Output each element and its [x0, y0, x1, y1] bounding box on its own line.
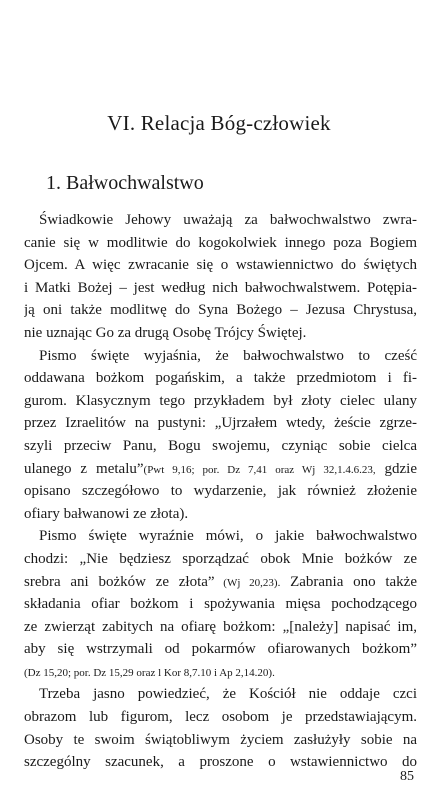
body-text [24, 209, 417, 774]
page-number: 85 [400, 769, 414, 784]
line-text: Zabrania ono także [280, 573, 417, 590]
line-text: Ojcem. A więc zwracanie się o wstawiennictwo do świętych [24, 257, 417, 274]
text-line [24, 593, 417, 616]
text-line [24, 525, 417, 548]
line-text: oddawana bożkom pogańskim, a także przedmiotom i fi- [24, 370, 417, 387]
line-text: nie uznając Go za drugą Osobę Trójcy Świętej. [24, 324, 307, 341]
citation: (Pwt 9,16; por. Dz 7,41 oraz Wj 32,1.4.6.23, [143, 463, 376, 476]
text-line [24, 548, 417, 571]
line-text: szczególny szacunek, a proszone o wstawiennictwo do [24, 754, 417, 771]
line-text: i Matki Bożej – jest według nich bałwochwalstwem. Potępia- [24, 279, 417, 296]
citation: (Wj 20,23). [214, 576, 281, 589]
text-line [24, 706, 417, 729]
text-line [24, 435, 417, 458]
line-text: srebra ani bożków ze złota” [24, 573, 215, 590]
text-line [24, 661, 417, 684]
text-line [24, 232, 417, 255]
text-line [24, 616, 417, 639]
section-title: 1. Bałwochwalstwo [46, 172, 204, 194]
text-line [24, 729, 417, 752]
text-line [24, 322, 417, 345]
line-text: Świadkowie Jehowy uważają za bałwochwalstwo zwra- [39, 212, 417, 228]
line-text: przez Izraelitów na pustyni: „Ujrzałem wtedy, żeście zgrze- [24, 415, 417, 432]
line-text: canie się w modlitwie do kogokolwiek innego poza Bogiem [24, 234, 417, 251]
line-text: ulanego z metalu” [24, 460, 144, 477]
line-text: aby się wstrzymali od pokarmów ofiarowanych bożkom” [24, 641, 417, 658]
text-line [24, 751, 417, 774]
line-text: Pismo święte wyraźnie mówi, o jakie bałwochwalstwo [39, 528, 417, 545]
text-line [24, 480, 417, 503]
line-text: szyli przeciw Panu, Bogu swojemu, czyniąc sobie cielca [24, 437, 417, 454]
text-line [24, 571, 417, 594]
text-line [24, 390, 417, 413]
line-text: ją oni także modlitwę do Syna Bożego – Jezusa Chrystusa, [24, 302, 417, 319]
text-line [24, 277, 417, 300]
line-text: gurom. Klasycznym tego przykładem był złoty cielec ulany [24, 392, 417, 409]
text-line [24, 254, 417, 277]
text-line [24, 683, 417, 706]
text-line [24, 345, 417, 368]
line-text: Osoby te swoim świątobliwym życiem zasłużyły sobie na [24, 731, 417, 748]
line-text: obrazom lub figurom, lecz osobom je przedstawiającym. [24, 709, 417, 726]
text-line [24, 458, 417, 481]
line-text: Trzeba jasno powiedzieć, że Kościół nie oddaje czci [39, 686, 417, 703]
line-text: składania ofiar bożkom i spożywania mięsa pochodzącego [24, 596, 417, 613]
text-line [24, 503, 417, 526]
line-text: Pismo święte wyjaśnia, że bałwochwalstwo to cześć [39, 347, 417, 364]
text-line [24, 299, 417, 322]
line-text: ofiary bałwanowi ze złota). [24, 505, 189, 522]
text-line [24, 367, 417, 390]
line-text: chodzi: „Nie będziesz sporządzać obok Mnie bożków ze [24, 550, 417, 567]
text-line [24, 412, 417, 435]
line-text: ze zwierząt zabitych na ofiarę bożkom: „[należy] napisać im, [24, 618, 417, 635]
text-line [24, 638, 417, 661]
line-text: opisano szczegółowo to wydarzenie, jak również złożenie [24, 483, 417, 500]
citation: (Dz 15,20; por. Dz 15,29 oraz l Kor 8,7.10 i Ap 2,14.20). [24, 666, 275, 679]
text-line [24, 209, 417, 232]
chapter-title: VI. Relacja Bóg-człowiek [107, 111, 331, 135]
line-text: gdzie [375, 460, 417, 477]
